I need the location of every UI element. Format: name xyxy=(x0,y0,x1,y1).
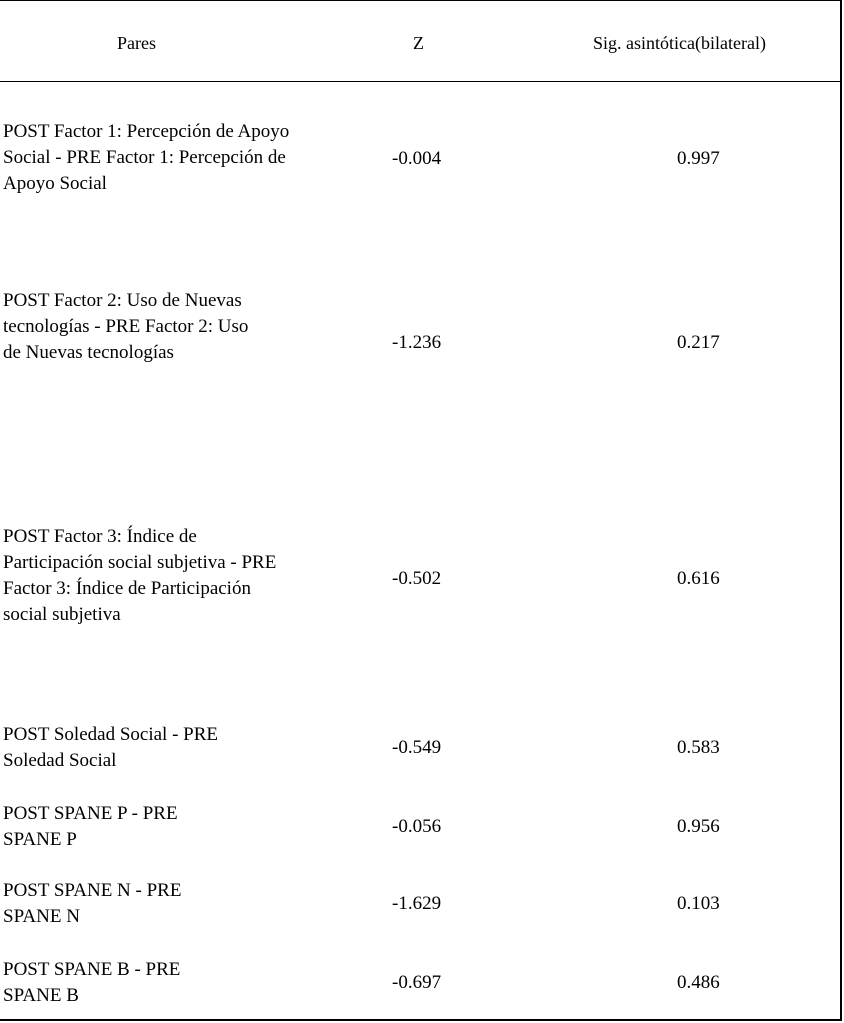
z-cell: -0.004 xyxy=(392,148,442,169)
sig-cell: 0.997 xyxy=(677,148,720,169)
sig-cell: 0.217 xyxy=(677,332,720,353)
sig-cell: 0.486 xyxy=(677,972,720,993)
z-cell: -0.502 xyxy=(392,568,442,589)
pair-cell: POST SPANE B - PRE SPANE B xyxy=(3,959,181,1006)
z-cell: -0.549 xyxy=(392,737,442,758)
header-sig: Sig. asintótica(bilateral) xyxy=(593,33,766,53)
sig-cell: 0.956 xyxy=(677,816,720,837)
pair-cell: POST SPANE N - PRE SPANE N xyxy=(3,880,182,927)
pair-cell: POST SPANE P - PRE SPANE P xyxy=(3,803,178,850)
pair-cell: POST Factor 1: Percepción de Apoyo Social - PRE Factor 1: Percepción de Apoyo Social xyxy=(3,121,290,194)
z-cell: -1.236 xyxy=(392,332,442,353)
header-pairs: Pares xyxy=(117,33,156,53)
z-cell: -0.056 xyxy=(392,816,442,837)
z-cell: -0.697 xyxy=(392,972,442,993)
pair-cell: POST Factor 3: Índice de Participación social subjetiva - PRE Factor 3: Índice de Participación social subjetiva xyxy=(3,526,277,625)
pair-cell: POST Factor 2: Uso de Nuevas tecnologías - PRE Factor 2: Uso de Nuevas tecnologías xyxy=(3,290,249,363)
pair-cell: POST Soledad Social - PRE Soledad Social xyxy=(3,724,218,771)
sig-cell: 0.616 xyxy=(677,568,720,589)
header-z: Z xyxy=(413,33,424,53)
z-cell: -1.629 xyxy=(392,893,442,914)
table-header xyxy=(0,1,840,82)
sig-cell: 0.583 xyxy=(677,737,720,758)
sig-cell: 0.103 xyxy=(677,893,720,914)
